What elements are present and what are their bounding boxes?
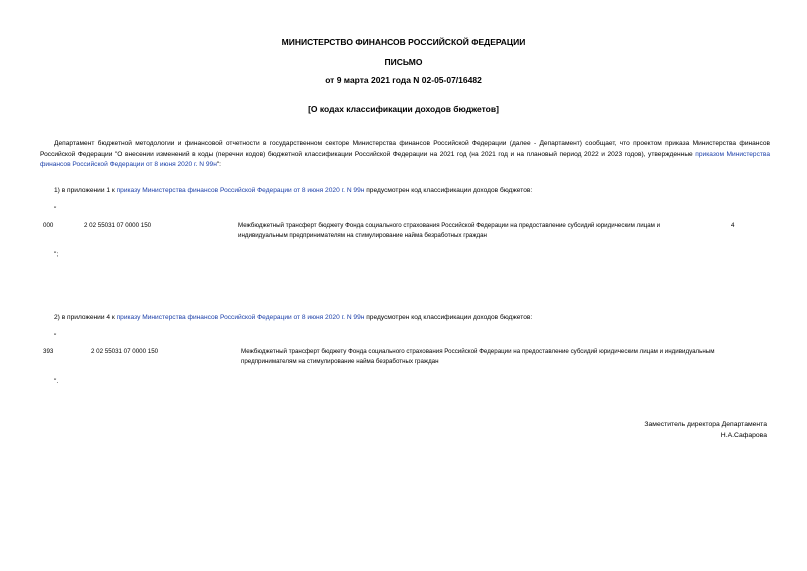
signature-block (644, 420, 767, 441)
item-2-open-quote: " (54, 333, 57, 340)
document-type: ПИСЬМО (384, 57, 423, 67)
item-1-admin-code: 000 (43, 222, 54, 229)
item-2 (54, 313, 532, 323)
item-2-prefix: 2) в приложении 4 к (54, 314, 117, 321)
item-2-close-quote: ". (54, 378, 59, 385)
item-1-order-link[interactable]: приказу Министерства финансов Российской Федерации от 8 июня 2020 г. N 99н (116, 187, 365, 194)
intro-paragraph (40, 139, 770, 171)
document-date-number: от 9 марта 2021 года N 02-05-07/16482 (325, 75, 482, 85)
item-1 (54, 186, 532, 196)
document-subject: [О кодах классификации доходов бюджетов] (308, 104, 499, 114)
item-2-income-name: Межбюджетный трансферт бюджету Фонда социального страхования Российской Федерации на предоставление субсидий юридическим лицам и индивидуальным предпринимателям на стимулирование найма безработных граждан (241, 348, 715, 365)
item-1-income-code: 2 02 55031 07 0000 150 (84, 222, 152, 229)
item-1-prefix: 1) в приложении 1 к (54, 187, 117, 194)
item-1-open-quote: " (54, 206, 57, 213)
item-1-income-name: Межбюджетный трансферт бюджету Фонда социального страхования Российской Федерации на предоставление субсидий юридическим лицам и индивидуальным предпринимателям на стимулирование найма безработных граждан (238, 222, 661, 239)
intro-tail: ": (216, 161, 222, 169)
item-1-budget-level: 4 (731, 222, 735, 229)
intro-text: Департамент бюджетной методологии и финансовой отчетности в государственном секторе Министерства финансов Российской Федерации (далее - Департамент) сообщает, что проектом приказа Министерства финансов Российской Федерации "О внесении изменений в коды (перечни кодов) бюджетной классификации Российской Федерации на 2021 год (на 2021 год и на плановый период 2022 и 2023 годов), утвержденные (40, 140, 770, 158)
signature-name: Н.А.Сафарова (720, 431, 767, 439)
item-2-suffix: предусмотрен код классификации доходов бюджетов: (364, 314, 533, 321)
item-1-close-quote: "; (54, 251, 59, 258)
item-2-admin-code: 393 (43, 348, 54, 355)
signature-position: Заместитель директора Департамента (644, 421, 767, 428)
intro-order-link[interactable]: приказом Министерства финансов Российской Федерации от 8 июня 2020 г. N 99н (40, 150, 771, 169)
ministry-title: МИНИСТЕРСТВО ФИНАНСОВ РОССИЙСКОЙ ФЕДЕРАЦИИ (281, 37, 526, 47)
item-2-income-code: 2 02 55031 07 0000 150 (91, 348, 159, 355)
item-2-order-link[interactable]: приказу Министерства финансов Российской Федерации от 8 июня 2020 г. N 99н (116, 314, 365, 321)
item-1-suffix: предусмотрен код классификации доходов бюджетов: (364, 187, 533, 194)
